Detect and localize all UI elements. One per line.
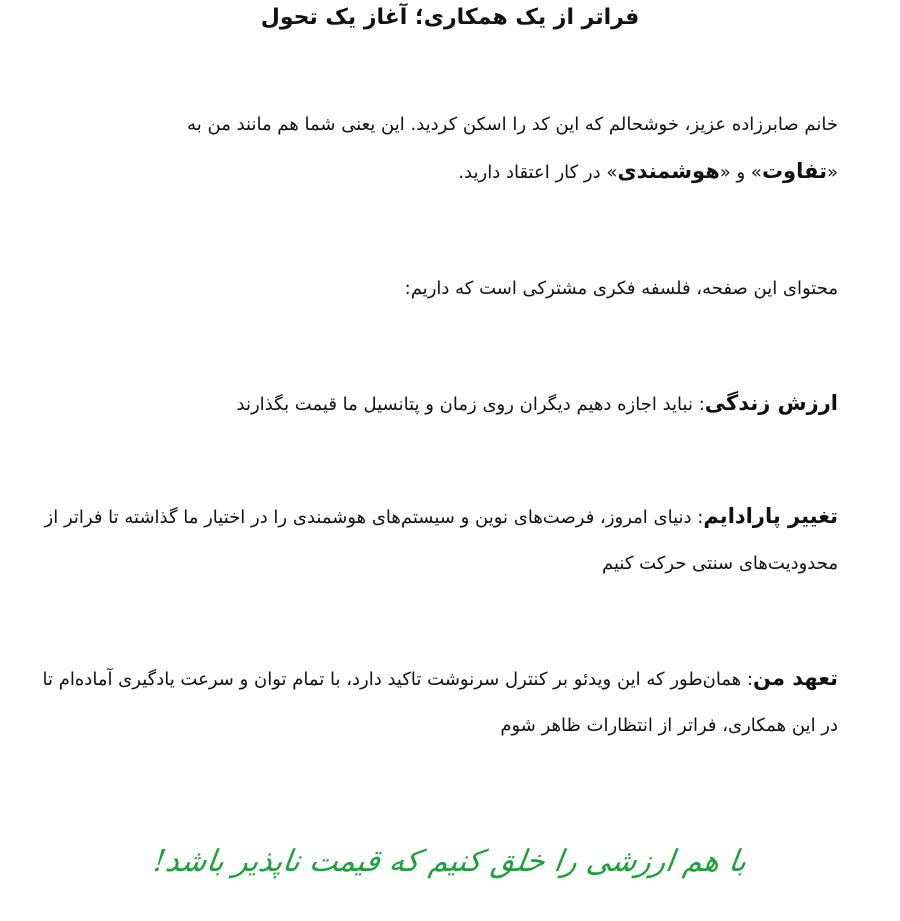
- content-intro-text: محتوای این صفحه، فلسفه فکری مشترکی است که داریم:: [404, 278, 838, 299]
- principle-heading: ارزش زندگی: [704, 391, 838, 415]
- principle-separator: :: [691, 507, 704, 528]
- principle-commitment: [38, 655, 838, 749]
- principle-separator: :: [692, 394, 705, 415]
- principle-heading: تعهد من: [753, 666, 838, 690]
- principle-life-value: [38, 380, 838, 428]
- quote-close: »: [750, 162, 762, 183]
- quote-close: »: [606, 162, 618, 183]
- intro-tail: در کار اعتقاد دارید.: [458, 162, 607, 183]
- intro-text: خانم صابرزاده عزیز، خوشحالم که این کد را اسکن کردید. این یعنی شما هم مانند من به: [187, 114, 838, 135]
- conjunction: و: [730, 162, 751, 183]
- keyword-intelligence: هوشمندی: [617, 159, 720, 183]
- page-title: فراتر از یک همکاری؛ آغاز یک تحول: [260, 5, 640, 30]
- principle-separator: :: [741, 669, 754, 690]
- principle-paradigm-shift: [38, 493, 838, 587]
- principle-text: دنیای امروز، فرصت‌های نوین و سیستم‌های هوشمندی را در اختیار ما گذاشته تا فراتر از محدودیت‌های سنتی حرکت کنیم: [44, 507, 838, 574]
- quote-open: «: [719, 162, 731, 183]
- intro-paragraph: [38, 102, 838, 196]
- quote-open: «: [826, 162, 838, 183]
- principle-text: نباید اجازه دهیم دیگران روی زمان و پتانسیل ما قیمت بگذارند: [236, 394, 693, 415]
- keyword-difference: تفاوت: [761, 159, 827, 183]
- footer-slogan: با هم ارزشی را خلق کنیم که قیمت ناپذیر باشد!: [151, 844, 749, 879]
- principle-heading: تغییر پارادایم: [703, 504, 838, 528]
- principle-text: همان‌طور که این ویدئو بر کنترل سرنوشت تاکید دارد، با تمام توان و سرعت یادگیری آماده‌ام تا در این همکاری، فراتر از انتظارات ظاهر شوم: [42, 669, 838, 736]
